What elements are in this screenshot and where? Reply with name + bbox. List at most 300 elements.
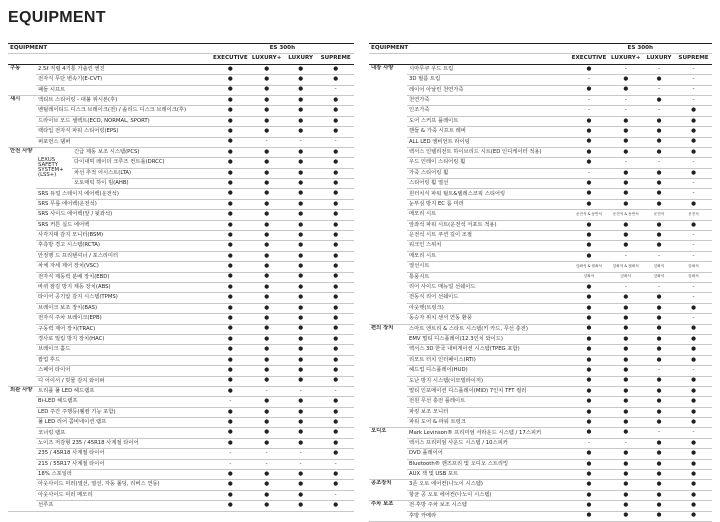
availability-cell: ● [250,272,284,282]
availability-cell: ● [676,137,712,147]
availability-cell: - [643,251,676,261]
table-row [369,158,712,168]
section-label: 공조장치 [369,480,407,501]
availability-cell: ● [569,449,609,459]
availability-cell: ● [284,189,318,199]
availability-cell: ● [250,189,284,199]
equipment-table-right [369,43,712,522]
availability-cell: ● [676,127,712,137]
table-row [8,262,354,272]
table-row [8,147,354,157]
feature-label: DVD 플레이어 [407,449,569,459]
availability-cell: ● [318,127,354,137]
table-row [8,418,354,428]
trim-header-luxury-plus: LUXURY+ [609,54,643,64]
feature-label: 통풍시트 [407,272,569,282]
availability-cell: ● [250,75,284,85]
availability-cell: ● [284,106,318,116]
availability-cell: - [250,137,284,147]
availability-cell: ● [284,480,318,490]
availability-cell: ● [211,147,250,157]
table-row [369,366,712,376]
table-row [8,95,354,105]
feature-label: 우드 인레이 스티어링 휠 [407,158,569,168]
availability-cell: ● [318,241,354,251]
availability-cell: 운전석 [676,210,712,220]
availability-cell: ● [318,282,354,292]
table-row [369,116,712,126]
availability-cell: ● [609,231,643,241]
availability-cell: ● [250,95,284,105]
availability-cell: ● [609,397,643,407]
header-row-trims [369,54,712,64]
availability-cell: ● [211,251,250,261]
feature-label: 구동력 제어 장치(TRAC) [36,324,211,334]
availability-cell: ● [318,376,354,386]
availability-cell: ● [643,147,676,157]
feature-label: 랙타입 전자식 파워 스티어링(EPS) [36,127,211,137]
availability-cell: - [318,459,354,469]
availability-cell: ● [643,314,676,324]
table-row [8,85,354,95]
section-label: 안전 사양 [8,147,36,386]
availability-cell: ● [569,407,609,417]
availability-cell: ● [250,480,284,490]
availability-cell: ● [250,470,284,480]
availability-cell: ● [676,355,712,365]
availability-cell: - [284,137,318,147]
availability-cell: ● [609,355,643,365]
availability-cell: ● [569,501,609,511]
availability-cell: ● [318,324,354,334]
availability-cell: ● [284,345,318,355]
availability-cell: ● [569,251,609,261]
availability-cell: ● [569,386,609,396]
availability-cell: ● [318,179,354,189]
availability-cell: ● [569,345,609,355]
availability-cell: ● [211,189,250,199]
availability-cell: ● [211,293,250,303]
availability-cell: ● [284,376,318,386]
availability-cell: ● [211,490,250,500]
table-row [369,397,712,407]
table-row [369,480,712,490]
availability-cell: ● [569,179,609,189]
availability-cell: ● [643,75,676,85]
availability-cell: ● [569,470,609,480]
availability-cell: ● [569,397,609,407]
table-row [8,210,354,220]
availability-cell: ● [211,85,250,95]
availability-cell: ● [643,459,676,469]
availability-cell: ● [609,147,643,157]
availability-cell: 앞좌석 [643,262,676,272]
availability-cell: ● [250,324,284,334]
trim-header-luxury: LUXURY [284,54,318,64]
availability-cell: ● [284,85,318,95]
availability-cell: ● [250,262,284,272]
availability-cell: ● [609,376,643,386]
feature-label: 디 어이서 / 빗물 감지 와이퍼 [36,376,211,386]
availability-cell: ● [284,470,318,480]
availability-cell: ● [318,397,354,407]
availability-cell: ● [284,116,318,126]
feature-label: 레이어 아날린 천연가죽 [407,85,569,95]
availability-cell: ● [250,376,284,386]
table-row [8,127,354,137]
availability-cell: ● [318,470,354,480]
equipment-table [369,43,712,522]
availability-cell: ● [609,490,643,500]
availability-cell: ● [609,303,643,313]
feature-label: 3D 필름 트림 [407,75,569,85]
availability-cell: ● [284,314,318,324]
table-row [8,438,354,448]
availability-cell: ● [211,501,250,511]
table-row [8,386,354,396]
availability-cell: ● [609,386,643,396]
availability-cell: ● [643,324,676,334]
availability-cell: ● [211,210,250,220]
table-row [369,334,712,344]
availability-cell: ● [318,168,354,178]
availability-cell: - [643,282,676,292]
availability-cell: ● [250,303,284,313]
availability-cell: - [284,386,318,396]
availability-cell: ● [676,345,712,355]
table-row [8,324,354,334]
table-row [8,314,354,324]
table-row [8,199,354,209]
availability-cell: - [643,106,676,116]
feature-label: 운전석 시트 쿠션 길이 조절 [407,231,569,241]
availability-cell: ● [643,189,676,199]
trim-header-supreme: SUPREME [676,54,712,64]
trim-header-executive: EXECUTIVE [569,54,609,64]
availability-cell: ● [569,220,609,230]
availability-cell: ● [211,220,250,230]
table-row [8,189,354,199]
availability-cell: ● [676,501,712,511]
availability-cell: ● [318,293,354,303]
availability-cell: ● [211,355,250,365]
availability-cell: - [569,168,609,178]
availability-cell: ● [676,470,712,480]
availability-cell: ● [318,251,354,261]
availability-cell: 운전석 & 동반석 [609,210,643,220]
availability-cell: - [676,179,712,189]
availability-cell: - [569,95,609,105]
table-row [369,137,712,147]
table-row [369,293,712,303]
availability-cell: ● [569,376,609,386]
section-label: 내장 사양 [369,64,407,324]
availability-cell: ● [643,386,676,396]
table-row [369,324,712,334]
availability-cell: ● [609,511,643,521]
feature-label: 도어 스커프 플레이트 [407,116,569,126]
table-row [8,106,354,116]
header-row-model [8,44,354,54]
availability-cell: - [676,95,712,105]
feature-label: 후측방 경고 시스템(RCTA) [36,241,211,251]
availability-cell: ● [318,480,354,490]
availability-cell: ● [250,355,284,365]
availability-cell: 앞좌석 [676,272,712,282]
table-row [8,470,354,480]
availability-cell: ● [318,210,354,220]
feature-label: 바퀴 잠김 방지 제동 장치(ABS) [36,282,211,292]
feature-label: 스페어 타이어 [36,366,211,376]
availability-cell: ● [211,64,250,74]
availability-cell: ● [211,376,250,386]
availability-cell: ● [318,334,354,344]
availability-cell: ● [250,397,284,407]
feature-label: 인조가죽 [407,106,569,116]
feature-label: 벤틸레이티드 디스크 브레이크(전) / 솔리드 디스크 브레이크(후) [36,106,211,116]
availability-cell: ● [609,168,643,178]
availability-cell: ● [609,220,643,230]
section-label: 주차 보조 [369,501,407,522]
availability-cell: - [609,95,643,105]
availability-cell: ● [318,303,354,313]
availability-cell: ● [250,168,284,178]
feature-label: SRS 무릎 에어백(운전석) [36,199,211,209]
header-spacer [8,54,211,64]
availability-cell: ● [284,501,318,511]
availability-cell: - [211,397,250,407]
feature-label: 차체 자세 제어 장치(VSC) [36,262,211,272]
availability-cell: ● [643,179,676,189]
availability-cell: ● [569,241,609,251]
availability-cell: ● [250,127,284,137]
feature-label: 전·후방 주차 보조 시스템 [407,501,569,511]
availability-cell: ● [211,366,250,376]
availability-cell: ● [211,95,250,105]
feature-label: 메모리 시트 [407,251,569,261]
availability-cell: ● [643,397,676,407]
availability-cell: - [643,64,676,74]
availability-cell: ● [211,324,250,334]
availability-cell: ● [250,147,284,157]
table-row [369,282,712,292]
availability-cell: ● [318,189,354,199]
availability-cell: ● [318,106,354,116]
table-row [8,345,354,355]
table-row [369,303,712,313]
availability-cell: ● [643,480,676,490]
header-row-trims [8,54,354,64]
feature-label: 전동식 리어 선쉐이드 [407,293,569,303]
feature-label: ALL LED 앰비언트 라이팅 [407,137,569,147]
availability-cell: ● [318,428,354,438]
availability-cell: ● [284,272,318,282]
availability-cell: ● [569,334,609,344]
availability-cell: ● [250,179,284,189]
availability-cell: ● [284,490,318,500]
feature-label: 눈부심 방지 EC 룸 미러 [407,199,569,209]
availability-cell: ● [676,407,712,417]
availability-cell: ● [643,511,676,521]
feature-label: 스티어링 휠 열선 [407,179,569,189]
feature-label: 원터치식 파워 틸트&텔레스코픽 스티어링 [407,189,569,199]
table-row [369,64,712,74]
availability-cell: ● [318,220,354,230]
availability-cell: ● [318,262,354,272]
availability-cell: ● [211,241,250,251]
availability-cell: ● [643,116,676,126]
availability-cell: ● [318,199,354,209]
availability-cell: - [643,158,676,168]
section-label: 구동 [8,64,36,95]
availability-cell: ● [569,147,609,157]
equipment-header: EQUIPMENT [369,44,569,54]
table-row [8,459,354,469]
feature-label: LED 주간 주행등(웰컴 기능 포함) [36,407,211,417]
availability-cell: ● [284,293,318,303]
availability-cell: 앞좌석 [643,272,676,282]
table-row [369,490,712,500]
trim-header-executive: EXECUTIVE [211,54,250,64]
feature-label: Bluetooth® 핸즈프리 및 오디오 스트리밍 [407,459,569,469]
availability-cell: ● [569,127,609,137]
availability-cell: ● [569,158,609,168]
availability-cell: ● [284,199,318,209]
feature-label: 가죽 스티어링 휠 [407,168,569,178]
availability-cell: ● [676,168,712,178]
feature-label: 헤드업 디스플레이(HUD) [407,366,569,376]
feature-label: 리모트 터치 인터페이스(RTI) [407,355,569,365]
availability-cell: ● [643,438,676,448]
feature-label: 차선 추적 어시스트(LTA) [72,168,211,178]
table-row [8,490,354,500]
availability-cell: ● [676,106,712,116]
availability-cell: ● [609,241,643,251]
availability-cell: ● [211,282,250,292]
table-row [8,480,354,490]
availability-cell: ● [250,220,284,230]
table-row [369,355,712,365]
table-row [369,95,712,105]
availability-cell: ● [569,303,609,313]
table-row [369,314,712,324]
availability-cell: ● [318,75,354,85]
availability-cell: ● [284,95,318,105]
availability-cell: ● [643,137,676,147]
availability-cell: ● [609,314,643,324]
availability-cell: ● [284,64,318,74]
feature-label: EMV 멀티 디스플레이(12.3인치 와이드) [407,334,569,344]
availability-cell: - [609,106,643,116]
availability-cell: 앞좌석 & 뒷좌석 [569,262,609,272]
feature-label: 코너링 램프 [36,428,211,438]
availability-cell: ● [250,106,284,116]
availability-cell: ● [284,438,318,448]
availability-cell: ● [250,345,284,355]
availability-cell: ● [284,418,318,428]
availability-cell: ● [676,459,712,469]
feature-label: 전자식 주차 브레이크(EPB) [36,314,211,324]
feature-label: 워크인 스위치 [407,241,569,251]
availability-cell: ● [643,345,676,355]
feature-label: 타이어 공기압 감지 시스템(TPMS) [36,293,211,303]
table-row [369,470,712,480]
model-header: ES 300h [569,44,712,54]
availability-cell: ● [318,314,354,324]
availability-cell: ● [643,293,676,303]
availability-cell: ● [569,293,609,303]
availability-cell: - [569,106,609,116]
availability-cell: ● [211,158,250,168]
feature-label: 도난 방지 시스템(이모빌라이저) [407,376,569,386]
header-row-model [369,44,712,54]
equipment-table [8,43,354,512]
availability-cell: ● [569,137,609,147]
feature-label: 선루프 [36,501,211,511]
availability-cell: ● [250,199,284,209]
availability-cell: ● [676,199,712,209]
feature-label: 아웃사이드 미러(열선, 열선, 자동 폴딩, 리버스 연동) [36,480,211,490]
table-row [369,199,712,209]
availability-cell: ● [569,231,609,241]
availability-cell: ● [643,241,676,251]
table-row [369,241,712,251]
availability-cell: ● [250,428,284,438]
availability-cell: ● [211,480,250,490]
availability-cell: ● [643,168,676,178]
availability-cell: ● [250,85,284,95]
availability-cell: ● [250,366,284,376]
table-row [8,355,354,365]
availability-cell: ● [569,64,609,74]
availability-cell: ● [609,137,643,147]
feature-label: 열선시트 [407,262,569,272]
availability-cell: ● [250,251,284,261]
availability-cell: ● [676,386,712,396]
table-row [369,189,712,199]
feature-label: 앞좌석 파워 시트(운전석 서포트 적용) [407,220,569,230]
availability-cell: ● [676,480,712,490]
availability-cell: ● [676,303,712,313]
availability-cell: ● [318,272,354,282]
availability-cell: ● [569,189,609,199]
availability-cell: ● [284,334,318,344]
table-row [369,511,712,521]
availability-cell: - [609,282,643,292]
availability-cell: - [569,75,609,85]
feature-label: SRS 사이드 에어백(앞 / 뒷좌석) [36,210,211,220]
availability-cell: ● [250,282,284,292]
availability-cell: ● [318,158,354,168]
table-row [8,334,354,344]
availability-cell: - [676,282,712,292]
availability-cell: ● [318,345,354,355]
availability-cell: ● [643,407,676,417]
availability-cell: ● [211,418,250,428]
availability-cell: ● [284,210,318,220]
availability-cell: - [250,449,284,459]
availability-cell: ● [643,355,676,365]
availability-cell: ● [569,511,609,521]
table-row [369,220,712,230]
availability-cell: - [284,449,318,459]
availability-cell: - [284,459,318,469]
header-spacer [369,54,569,64]
availability-cell: ● [284,231,318,241]
feature-label: 노이즈 저감형 235 / 45R18 사계절 타이어 [36,438,211,448]
availability-cell: ● [250,334,284,344]
availability-cell: ● [318,95,354,105]
